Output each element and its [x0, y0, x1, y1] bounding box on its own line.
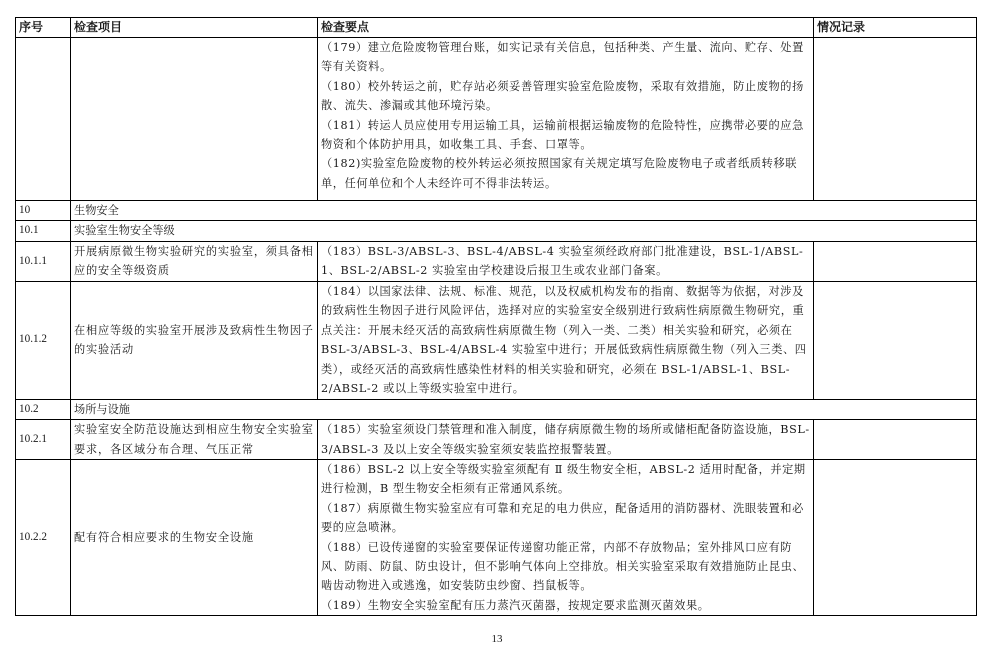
table-row	[16, 460, 977, 616]
table-row	[16, 281, 977, 399]
point-185: （185）实验室须设门禁管理和准入制度，储存病原微生物的场所或储柜配备防盗设施，BSL-3/ABSL-3 及以上安全等级实验室须安装监控报警装置。	[321, 423, 810, 456]
section-title: 实验室生物安全等级	[71, 221, 977, 241]
row-serial-no: 10.1.1	[16, 241, 71, 281]
row-record-cell[interactable]	[814, 281, 977, 399]
point-181: （181）转运人员应使用专用运输工具，运输前根据运输废物的危险特性，应携带必要的应急物资和个体防护用具，如收集工具、手套、口罩等。	[321, 118, 804, 152]
row-serial-no	[16, 38, 71, 201]
row-item: 配有符合相应要求的生物安全设施	[71, 460, 318, 616]
point-179: （179）建立危险废物管理台账，如实记录有关信息，包括种类、产生量、流向、贮存、处置等有关资料。	[321, 41, 804, 74]
section-title: 场所与设施	[71, 399, 977, 419]
point-187: （187）病原微生物实验室应有可靠和充足的电力供应，配备适用的消防器材、洗眼装置和必要的应急喷淋。	[321, 501, 804, 535]
row-points	[318, 420, 814, 460]
row-points	[318, 281, 814, 399]
table-row	[16, 38, 977, 201]
point-184: （184）以国家法律、法规、标准、规范，以及权威机构发布的指南、数据等为依据，对涉及的致病性生物因子进行风险评估，选择对应的实验室安全级别进行致病性病原微生物研究，重点关注：开展未经灭活的高致病性病原微生物（列入一类、二类）相关实验和研究，必须在 BSL-3/ABSL-3、BSL-4/ABSL-4 实验室中进行；开展低致病性病原微生物（列入三类、四类），或经灭活的高致病性感染性材料的相关实验和研究，必须在 BSL-1/ABSL-1、BSL-2/ABSL-2 或以上等级实验室中进行。	[321, 284, 807, 395]
section-row	[16, 201, 977, 221]
point-189: （189）生物安全实验室配有压力蒸汽灭菌器，按规定要求监测灭菌效果。	[321, 598, 710, 612]
header-inspection-points: 检查要点	[318, 18, 814, 38]
table-row	[16, 241, 977, 281]
row-serial-no: 10.1.2	[16, 281, 71, 399]
section-row	[16, 221, 977, 241]
header-inspection-item: 检查项目	[71, 18, 318, 38]
row-serial-no: 10.2.2	[16, 460, 71, 616]
row-record-cell[interactable]	[814, 38, 977, 201]
row-item: 在相应等级的实验室开展涉及致病性生物因子的实验活动	[71, 281, 318, 399]
page-number: 13	[491, 633, 503, 645]
section-no: 10.1	[16, 221, 71, 241]
table-row	[16, 420, 977, 460]
row-points	[318, 38, 814, 201]
row-item: 开展病原微生物实验研究的实验室，须具备相应的安全等级资质	[71, 241, 318, 281]
header-record: 情况记录	[814, 18, 977, 38]
row-record-cell[interactable]	[814, 241, 977, 281]
header-serial-no: 序号	[16, 18, 71, 38]
row-points	[318, 460, 814, 616]
row-points	[318, 241, 814, 281]
section-title: 生物安全	[71, 201, 977, 221]
inspection-table	[15, 17, 977, 616]
row-serial-no: 10.2.1	[16, 420, 71, 460]
section-no: 10	[16, 201, 71, 221]
row-item	[71, 38, 318, 201]
row-record-cell[interactable]	[814, 460, 977, 616]
row-item: 实验室安全防范设施达到相应生物安全实验室要求，各区域分布合理、气压正常	[71, 420, 318, 460]
point-180: （180）校外转运之前，贮存站必须妥善管理实验室危险废物，采取有效措施，防止废物的扬散、流失、渗漏或其他环境污染。	[321, 79, 804, 113]
table-header-row	[16, 18, 977, 38]
section-no: 10.2	[16, 399, 71, 419]
point-188: （188）已设传递窗的实验室要保证传递窗功能正常，内部不存放物品；室外排风口应有防风、防雨、防鼠、防虫设计，但不影响气体向上空排放。相关实验室采取有效措施防止昆虫、啮齿动物进入或逃逸，如安装防虫纱窗、挡鼠板等。	[321, 540, 805, 593]
point-183: （183）BSL-3/ABSL-3、BSL-4/ABSL-4 实验室须经政府部门批准建设，BSL-1/ABSL-1、BSL-2/ABSL-2 实验室由学校建设后报卫生或农业部门备案。	[321, 244, 804, 278]
row-record-cell[interactable]	[814, 420, 977, 460]
section-row	[16, 399, 977, 419]
point-182: （182)实验室危险废物的校外转运必须按照国家有关规定填写危险废物电子或者纸质转移联单，任何单位和个人未经许可不得非法转运。	[321, 157, 798, 190]
point-186: （186）BSL-2 以上安全等级实验室须配有 Ⅱ 级生物安全柜，ABSL-2 适用时配备，并定期进行检测，B 型生物安全柜须有正常通风系统。	[321, 463, 806, 496]
